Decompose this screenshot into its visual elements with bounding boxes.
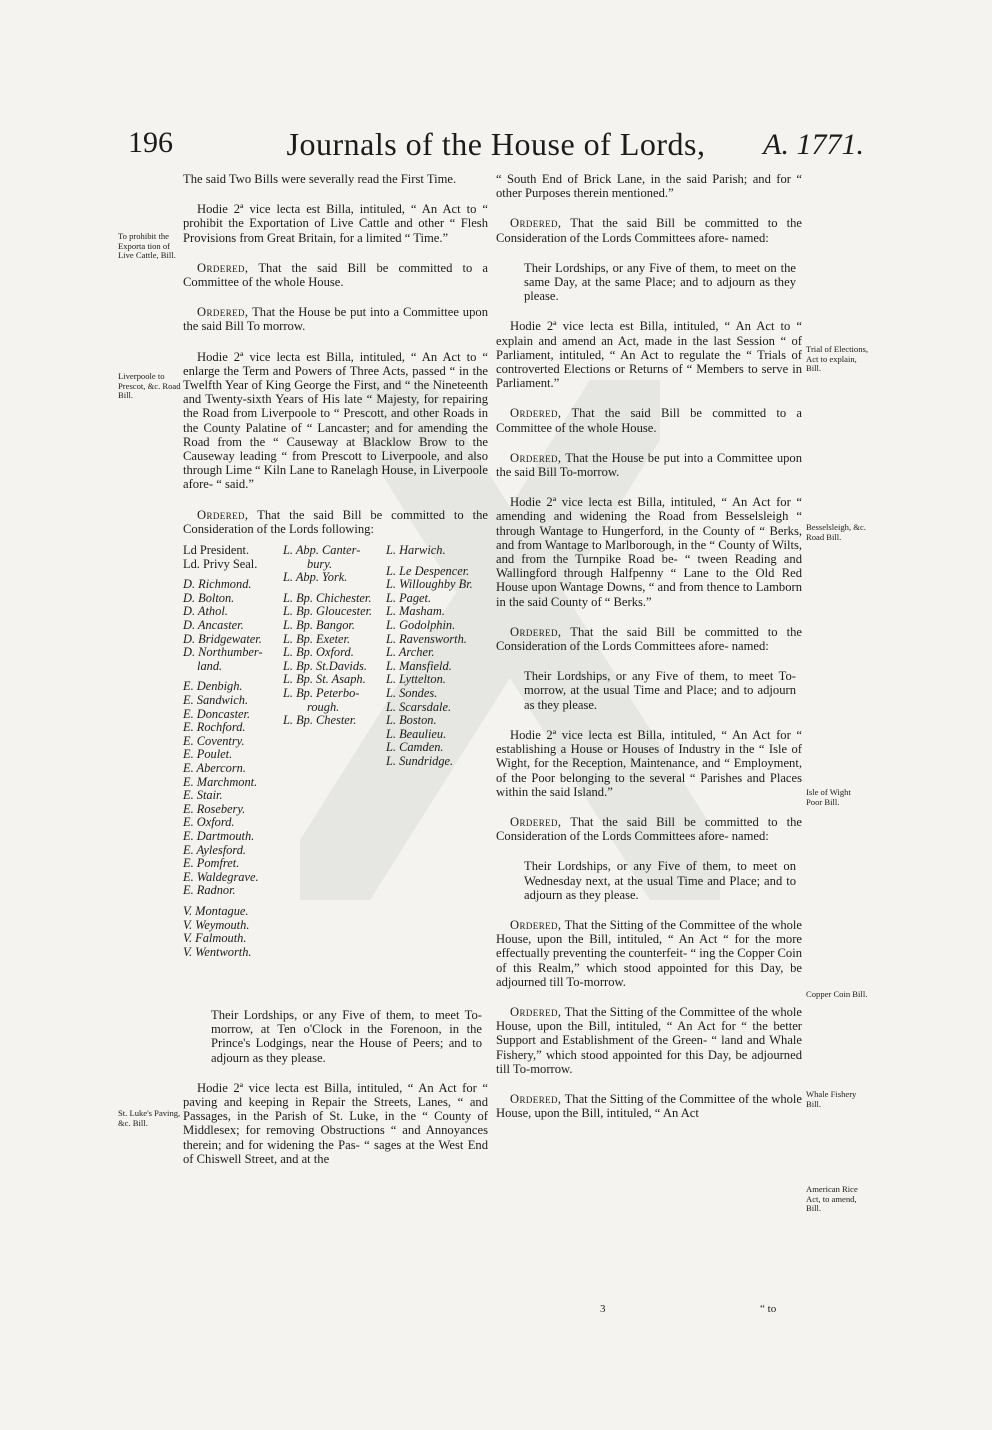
lord-name: L. Willoughby Br. xyxy=(386,577,473,592)
lord-name: V. Weymouth. xyxy=(183,917,250,932)
ordered-lead: Ordered, xyxy=(510,1091,562,1106)
lord-name: L. Bp. Chester. xyxy=(283,713,357,728)
lord-name: Ld. Privy Seal. xyxy=(183,556,258,571)
lord-name: L. Lyttelton. xyxy=(386,672,446,687)
ordered-text: That the House be put into a Committee upon the said Bill To-morrow. xyxy=(496,450,803,480)
ordered-paragraph xyxy=(496,625,802,653)
margin-note: Whale Fishery Bill. xyxy=(806,1089,857,1109)
lord-name: rough. xyxy=(307,699,340,714)
lord-name: D. Bolton. xyxy=(183,590,235,605)
lord-name: E. Doncaster. xyxy=(183,706,251,721)
ordered-paragraph xyxy=(183,261,488,289)
lord-name: L. Bp. Peterbo- xyxy=(283,686,360,700)
margin-note: St. Luke's Paving, &c. Bill. xyxy=(118,1108,181,1128)
ordered-paragraph xyxy=(496,216,802,244)
year: A. 1771. xyxy=(763,128,864,161)
ordered-lead: Ordered, xyxy=(510,1004,562,1019)
ordered-text: That the Sitting of the Committee of the whole House, upon the Bill, intituled, “ An Act “ for the more effectually preventing the counterfeit- “ ing the Copper Coin of this Realm,” which stood appointed for this Day, be adjourned till To-morrow. xyxy=(496,917,802,989)
ordered-text: That the Sitting of the Committee of the whole House, upon the Bill, intituled, “ An Act xyxy=(496,1091,802,1121)
paragraph: The said Two Bills were severally read the First Time. xyxy=(183,172,457,186)
margin-note: Besselsleigh, &c. Road Bill. xyxy=(806,522,866,542)
lord-name: E. Abercorn. xyxy=(183,760,246,775)
ordered-paragraph xyxy=(183,508,488,536)
lord-name: V. Montague. xyxy=(183,903,249,918)
ordered-lead: Ordered, xyxy=(197,305,249,320)
ordered-lead: Ordered, xyxy=(510,450,562,465)
margin-note: Copper Coin Bill. xyxy=(806,989,868,999)
lord-name: L. Ravensworth. xyxy=(386,631,467,646)
lord-name: E. Aylesford. xyxy=(183,842,246,857)
ordered-text: That the said Bill be committed to the Consideration of the Lords following: xyxy=(183,507,488,536)
catchword: “ to xyxy=(760,1303,777,1315)
lord-name: E. Radnor. xyxy=(183,883,236,898)
margin-note: American Rice Act, to amend, Bill. xyxy=(806,1184,858,1213)
lord-name: L. Scarsdale. xyxy=(386,699,452,714)
paragraph: Hodie 2ª vice lecta est Billa, intituled, “ An Act for “ amending and widening the Road from Besselsleigh “ through Wantage to Hungerford, in the County of “ Berks, and from Wantage to Marlborough, in the “ County of Wilts, and from the Turnpike Road be- “ tween Reading and Wallingford through Halfpenny “ Lane to the Old Red House upon Wantage Downs, “ and from thence to Lamborn in the said County of “ Berks.” xyxy=(496,495,802,609)
lord-name: D. Athol. xyxy=(183,604,228,619)
lord-name: L. Bp. Gloucester. xyxy=(283,604,373,619)
ordered-lead: Ordered, xyxy=(510,917,562,932)
running-title: Journals of the House of Lords, xyxy=(286,126,706,162)
lord-name: E. Marchmont. xyxy=(183,774,258,789)
lord-name: D. Bridgewater. xyxy=(183,631,262,646)
lord-name: bury. xyxy=(307,556,333,571)
right-column xyxy=(496,172,802,1136)
lord-name: V. Wentworth. xyxy=(183,944,252,959)
lord-name: E. Rochford. xyxy=(183,720,246,735)
ordered-text: That the Sitting of the Committee of the whole House, upon the Bill, intituled, “ An Act for “ the better Support and Establishment of the Green- “ land and Whale Fishery,” which stood appointed for this Day, be adjourned till To-morrow. xyxy=(496,1004,802,1076)
lord-name: E. Coventry. xyxy=(183,733,245,748)
margin-note: Liverpoole to Prescot, &c. Road Bill. xyxy=(118,371,181,400)
lord-name: L. Bp. Chichester. xyxy=(283,590,372,605)
lord-name: E. Denbigh. xyxy=(183,679,243,694)
lords-column-3 xyxy=(386,544,496,769)
lord-name: L. Archer. xyxy=(386,645,435,660)
signature-mark: 3 xyxy=(600,1303,606,1315)
lord-name: E. Dartmouth. xyxy=(183,828,255,843)
margin-note: Isle of Wight Poor Bill. xyxy=(806,787,851,807)
ordered-text: That the said Bill be committed to the Consideration of the Lords Committees afore- named: xyxy=(496,624,802,654)
ordered-lead: Ordered, xyxy=(197,260,249,275)
lord-name: L. Mansfield. xyxy=(386,658,452,673)
ordered-lead: Ordered, xyxy=(510,814,562,829)
lord-name: E. Sandwich. xyxy=(183,693,249,707)
lord-name: L. Le Despencer. xyxy=(386,563,470,578)
lords-column-1 xyxy=(183,544,283,959)
lord-name: D. Richmond. xyxy=(183,577,252,592)
paragraph: Hodie 2ª vice lecta est Billa, intituled, “ An Act for “ establishing a House or Houses of Industry in the “ Isle of Wight, for the Reception, Maintenance, and “ Employment, of the Poor belonging to the several “ Parishes and Places within the said Island.” xyxy=(496,727,802,799)
paragraph: Hodie 2ª vice lecta est Billa, intituled, “ An Act for “ paving and keeping in Repair the Streets, Lanes, “ and Passages, in the Parish of St. Luke, in the “ County of Middlesex; for removing Obstructions “ and Annoyances therein; and for widening the Pas- “ sages at the West End of Chiswell Street, and at the xyxy=(183,1080,488,1166)
paragraph: Hodie 2ª vice lecta est Billa, intituled, “ An Act to “ prohibit the Exportation of Live Cattle and other “ Flesh Provisions from Great Britain, for a limited “ Time.” xyxy=(183,202,488,245)
lord-name: L. Boston. xyxy=(386,713,437,728)
ordered-text: That the said Bill be committed to a Committee of the whole House. xyxy=(496,406,803,435)
lord-name: D. Ancaster. xyxy=(183,618,244,633)
ordered-paragraph xyxy=(496,1092,802,1120)
lord-name: E. Rosebery. xyxy=(183,801,246,816)
ordered-lead: Ordered, xyxy=(197,507,249,522)
lord-name: L. Bp. St. Asaph. xyxy=(283,672,366,687)
quote-paragraph: Their Lordships, or any Five of them, to meet To-morrow, at the usual Time and Place; and to adjourn as they please. xyxy=(524,669,796,712)
quote-paragraph: Their Lordships, or any Five of them, to meet on Wednesday next, at the usual Time and Place; and to adjourn as they please. xyxy=(524,859,796,902)
lords-column-2 xyxy=(283,544,386,728)
lords-committee-list xyxy=(183,544,488,990)
lord-name: D. Northumber- xyxy=(183,645,263,660)
lord-name: L. Camden. xyxy=(386,740,444,755)
lord-name: L. Paget. xyxy=(386,590,432,605)
lord-name: Ld President. xyxy=(183,543,250,558)
page-number: 196 xyxy=(128,126,173,159)
ordered-text: That the House be put into a Committee upon the said Bill To morrow. xyxy=(183,305,488,334)
lord-name: L. Bp. Bangor. xyxy=(283,618,355,633)
ordered-paragraph xyxy=(183,305,488,333)
ordered-paragraph xyxy=(496,1005,802,1076)
margin-note: Trial of Elections, Act to explain, Bill. xyxy=(806,344,868,373)
left-column xyxy=(183,172,488,1182)
lord-name: E. Poulet. xyxy=(183,747,233,762)
lord-name: L. Sundridge. xyxy=(386,753,454,768)
lord-name: L. Bp. Oxford. xyxy=(283,645,354,660)
ordered-text: That the said Bill be committed to the Consideration of the Lords Committees afore- named: xyxy=(496,814,802,844)
lord-name: L. Abp. Canter- xyxy=(283,543,361,558)
lord-name: E. Waldegrave. xyxy=(183,869,259,884)
ordered-text: That the said Bill be committed to the Consideration of the Lords Committees afore- named: xyxy=(496,216,802,245)
quote-paragraph: Their Lordships, or any Five of them, to meet on the same Day, at the same Place; and to adjourn as they please. xyxy=(524,260,796,304)
lord-name: L. Godolphin. xyxy=(386,618,456,633)
page-header xyxy=(0,126,992,176)
quote-paragraph: Their Lordships, or any Five of them, to meet To-morrow, at Ten o'Clock in the Forenoon, in the Prince's Lodgings, near the House of Peers; and to adjourn as they please. xyxy=(211,1008,482,1065)
lord-name: E. Pomfret. xyxy=(183,856,240,871)
ordered-lead: Ordered, xyxy=(510,624,562,639)
ordered-paragraph xyxy=(496,918,802,989)
lord-name: L. Masham. xyxy=(386,604,445,619)
paragraph: “ South End of Brick Lane, in the said Parish; and for “ other Purposes therein mentioned.” xyxy=(496,172,802,201)
ordered-paragraph xyxy=(496,406,802,434)
lord-name: V. Falmouth. xyxy=(183,931,247,946)
margin-note: To prohibit the Exporta tion of Live Cattle, Bill. xyxy=(118,231,176,260)
paragraph: Hodie 2ª vice lecta est Billa, intituled, “ An Act to “ explain and amend an Act, made in the last Session “ of Parliament, intituled, “ An Act to regulate the “ Trials of controverted Elections or Returns of “ Members to serve in Parliament.” xyxy=(496,319,802,391)
ordered-paragraph xyxy=(496,815,802,843)
lord-name: L. Sondes. xyxy=(386,686,438,700)
ordered-lead: Ordered, xyxy=(510,216,562,231)
lord-name: E. Stair. xyxy=(183,788,223,803)
ordered-paragraph xyxy=(496,451,802,479)
lord-name: L. Bp. St.Davids. xyxy=(283,658,367,673)
lord-name: L. Bp. Exeter. xyxy=(283,631,351,646)
lord-name: E. Oxford. xyxy=(183,815,235,830)
lord-name: L. Harwich. xyxy=(386,543,446,558)
lord-name: land. xyxy=(197,658,223,673)
lord-name: L. Beaulieu. xyxy=(386,726,447,741)
lord-name: L. Abp. York. xyxy=(283,570,348,585)
ordered-lead: Ordered, xyxy=(510,406,562,421)
paragraph: Hodie 2ª vice lecta est Billa, intituled, “ An Act to “ enlarge the Term and Powers of Three Acts, passed “ in the Twelfth Year of King George the First, and “ the Nineteenth and Twenty-sixth Years of His late “ Majesty, for repairing the Road from Liverpoole to “ Prescott, and other Roads in the County Palatine of “ Lancaster; and for amending the Road from the “ Causeway at Blacklow Brow to the Causeway leading “ from Prescott to Liverpoole, and also through Lime “ Kiln Lane to Ranelagh House, in Liverpoole afore- “ said.” xyxy=(183,349,488,492)
ordered-text: That the said Bill be committed to a Committee of the whole House. xyxy=(183,260,489,290)
